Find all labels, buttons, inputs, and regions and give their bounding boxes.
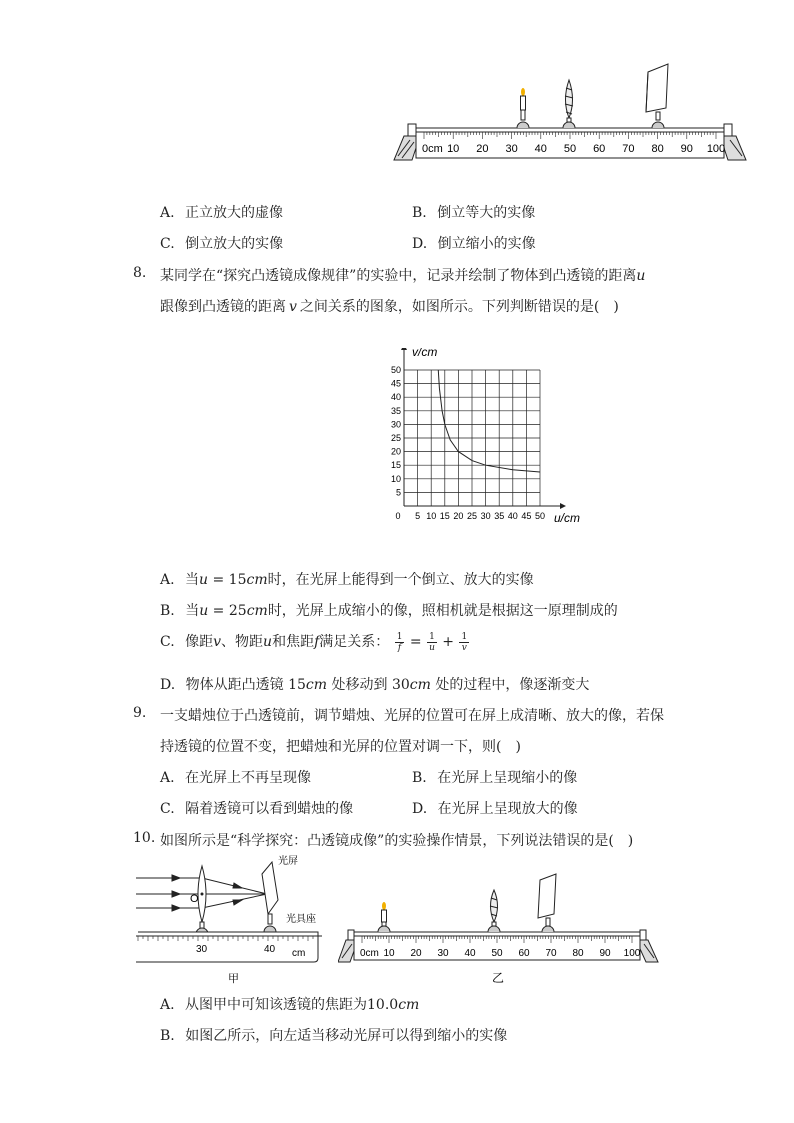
screen-icon: [262, 862, 278, 932]
x-tick-label: 0: [395, 511, 401, 521]
x-tick-label: 10: [426, 511, 437, 521]
option-text: 倒立放大的实像: [185, 236, 284, 252]
ruler-tick-label: 10: [447, 143, 460, 155]
y-tick-label: 10: [390, 473, 401, 484]
var-v: v: [213, 634, 222, 650]
option-text: 当: [185, 572, 200, 588]
y-tick-label: 5: [395, 487, 401, 498]
q7-option-a[interactable]: [160, 202, 283, 222]
value-15: 15: [288, 677, 306, 693]
option-text: 隔着透镜可以看到蜡烛的像: [185, 801, 354, 817]
ruler-tick-label: 20: [476, 143, 489, 155]
x-tick-label: 25: [466, 511, 478, 521]
q8-option-c[interactable]: [160, 631, 470, 653]
y-tick-label: 40: [390, 392, 401, 403]
q8-var-v: v: [289, 299, 297, 315]
frac-den: v: [461, 642, 467, 653]
unit-cm: cm: [246, 572, 268, 588]
value-30: 30: [391, 677, 410, 693]
ruler-tick-label: 100: [706, 143, 726, 155]
q10-option-a[interactable]: [160, 994, 419, 1014]
y-tick-label: 35: [390, 405, 401, 416]
option-text: 像距: [185, 634, 214, 650]
screen-icon: [646, 64, 668, 128]
ruler-tick-label: 70: [545, 948, 557, 959]
option-text: 从图甲中可知该透镜的焦距为10.0: [185, 997, 399, 1013]
y-axis-arrow: [401, 348, 407, 350]
frac-den: u: [429, 642, 435, 653]
ruler-tick-label: 60: [518, 948, 530, 959]
optical-bench-figure-top: [390, 60, 760, 170]
y-tick-label: 45: [390, 378, 401, 389]
option-text: 当: [185, 603, 200, 619]
question-number: 9.: [133, 705, 147, 721]
lens-icon: [563, 80, 575, 128]
option-letter: A.: [160, 997, 175, 1013]
option-letter: A.: [160, 770, 175, 786]
figure-jia: [132, 852, 332, 992]
ruler-tick-label: 70: [622, 143, 635, 155]
question-number: 8.: [133, 265, 147, 281]
ruler-tick-label: 50: [491, 948, 503, 959]
ruler-tick-label: 40: [464, 948, 476, 959]
ruler-tick-label: 30: [505, 143, 518, 155]
frac-num: 1: [461, 631, 468, 642]
option-letter: B.: [160, 603, 175, 619]
var-u: u: [199, 603, 209, 619]
question-number: 10.: [133, 830, 156, 846]
q9-option-d[interactable]: [412, 798, 578, 818]
ruler-tick-label: 80: [572, 948, 584, 959]
ruler-tick-label: 30: [437, 948, 449, 959]
ruler-tick-label: 20: [410, 948, 422, 959]
x-tick-label: 35: [494, 511, 505, 521]
q8-stem-line1: [160, 265, 645, 285]
figure-yi: [338, 872, 662, 988]
option-text: 正立放大的虚像: [185, 205, 284, 221]
optical-center-label: O: [190, 893, 199, 905]
frac-num: 1: [429, 631, 435, 642]
fraction-1-over-f: [395, 632, 405, 653]
uv-chart: [360, 348, 600, 534]
y-tick-label: 30: [390, 419, 401, 430]
option-text: 在光屏上呈现放大的像: [437, 801, 578, 817]
x-tick-label: 45: [521, 511, 532, 521]
var-f: f: [314, 634, 320, 650]
y-tick-label: 50: [390, 365, 401, 375]
q8-stem-line2: [160, 296, 619, 316]
option-text: 满足关系：: [319, 634, 390, 650]
ruler-tick-label: 60: [593, 143, 606, 155]
lens-icon: [488, 890, 500, 932]
option-letter: C.: [160, 236, 175, 252]
q9-option-b[interactable]: [412, 767, 577, 787]
screen-icon: [538, 874, 556, 932]
option-text: 物体从距凸透镜: [185, 677, 284, 693]
q8-var-u: u: [636, 268, 646, 284]
q8-stem-text: 某同学在“探究凸透镜成像规律”的实验中，记录并绘制了物体到凸透镜的距离: [160, 268, 637, 284]
option-letter: B.: [160, 1028, 175, 1044]
ruler-tick-label: 10: [383, 948, 395, 959]
q9-option-c[interactable]: [160, 798, 353, 818]
x-axis-arrow: [560, 503, 566, 509]
option-letter: D.: [412, 236, 428, 252]
q8-option-a[interactable]: [160, 569, 534, 589]
option-letter: D.: [412, 801, 428, 817]
q8-option-d[interactable]: [160, 674, 589, 694]
q7-option-c[interactable]: [160, 233, 283, 253]
tick-label-40: 40: [264, 944, 276, 955]
fraction-1-over-v: [459, 632, 469, 653]
tick-label-30: 30: [196, 944, 208, 955]
option-text: 、物距: [221, 634, 264, 650]
option-letter: A.: [160, 205, 175, 221]
option-text: 在光屏上呈现缩小的像: [437, 770, 578, 786]
ruler-tick-label: 90: [599, 948, 611, 959]
option-text: 处移动到: [331, 677, 388, 693]
candle-icon: [517, 88, 529, 128]
q10-stem-line1: 如图所示是“科学探究：凸透镜成像”的实验操作情景，下列说法错误的是( ): [160, 833, 634, 849]
ruler-tick-label: 90: [680, 143, 693, 155]
option-text: 和焦距: [272, 634, 315, 650]
candle-icon: [378, 902, 390, 932]
uv-curve: [437, 348, 540, 472]
q7-option-d[interactable]: [412, 233, 536, 253]
option-text: 处的过程中，像逐渐变大: [435, 677, 590, 693]
option-text: 在光屏上不再呈现像: [185, 770, 312, 786]
option-eq: = 25: [208, 603, 247, 619]
ruler-tick-label: 50: [563, 143, 577, 155]
option-text: 时，在光屏上能得到一个倒立、放大的实像: [267, 572, 534, 588]
ruler-tick-label: 100: [623, 948, 641, 959]
q7-option-b[interactable]: [412, 202, 535, 222]
x-tick-label: 20: [453, 511, 464, 521]
option-letter: B.: [412, 205, 427, 221]
ruler-tick-label: 80: [651, 143, 664, 155]
q10-option-b[interactable]: [160, 1025, 507, 1045]
ruler-tick-label: 40: [534, 143, 547, 155]
option-text: 倒立等大的实像: [437, 205, 536, 221]
unit-cm: cm: [398, 997, 420, 1013]
unit-cm: cm: [409, 677, 431, 693]
x-tick-label: 15: [439, 511, 450, 521]
ruler-tick-label: 0cm: [422, 143, 443, 155]
fraction-1-over-u: [427, 632, 437, 653]
y-tick-label: 15: [390, 460, 401, 471]
option-text: 时，光屏上成缩小的像，照相机就是根据这一原理制成的: [267, 603, 618, 619]
option-text: 倒立缩小的实像: [437, 236, 536, 252]
x-tick-label: 50: [534, 511, 546, 521]
q9-stem-line1: 一支蜡烛位于凸透镜前，调节蜡烛、光屏的位置可在屏上成清晰、放大的像，若保: [160, 708, 664, 724]
option-eq: = 15: [208, 572, 247, 588]
q8-option-b[interactable]: [160, 600, 618, 620]
plus-sign: +: [442, 634, 455, 650]
y-tick-label: 25: [390, 433, 401, 443]
var-u: u: [199, 572, 209, 588]
option-letter: C.: [160, 634, 175, 650]
unit-cm: cm: [246, 603, 268, 619]
option-letter: D.: [160, 677, 176, 693]
frac-num: 1: [396, 631, 403, 642]
option-letter: B.: [412, 770, 427, 786]
q9-stem-line2: 持透镜的位置不变，把蜡烛和光屏的位置对调一下，则( ): [160, 739, 521, 755]
q9-option-a[interactable]: [160, 767, 311, 787]
unit-label: cm: [292, 948, 306, 959]
q8-stem-text: 之间关系的图象，如图所示。下列判断错误的是( ): [299, 299, 619, 315]
figure-caption-jia: 甲: [228, 973, 239, 985]
frac-den: f: [397, 642, 402, 653]
bench-label: 光具座: [286, 914, 316, 925]
y-tick-label: 20: [390, 446, 401, 457]
x-tick-label: 30: [480, 511, 491, 521]
unit-cm: cm: [305, 677, 328, 693]
option-letter: C.: [160, 801, 175, 817]
equals-sign: =: [409, 634, 422, 650]
var-u: u: [263, 634, 273, 650]
figure-caption-yi: 乙: [492, 971, 505, 985]
option-letter: A.: [160, 572, 175, 588]
screen-label: 光屏: [278, 856, 298, 867]
x-tick-label: 40: [507, 511, 518, 521]
x-axis-label: u/cm: [554, 511, 581, 525]
q8-stem-text: 跟像到凸透镜的距离: [160, 299, 286, 315]
ruler-tick-label: 0cm: [360, 948, 379, 959]
x-tick-label: 5: [415, 511, 421, 521]
option-text: 如图乙所示，向左适当移动光屏可以得到缩小的实像: [185, 1028, 508, 1044]
y-axis-label: v/cm: [412, 348, 438, 359]
